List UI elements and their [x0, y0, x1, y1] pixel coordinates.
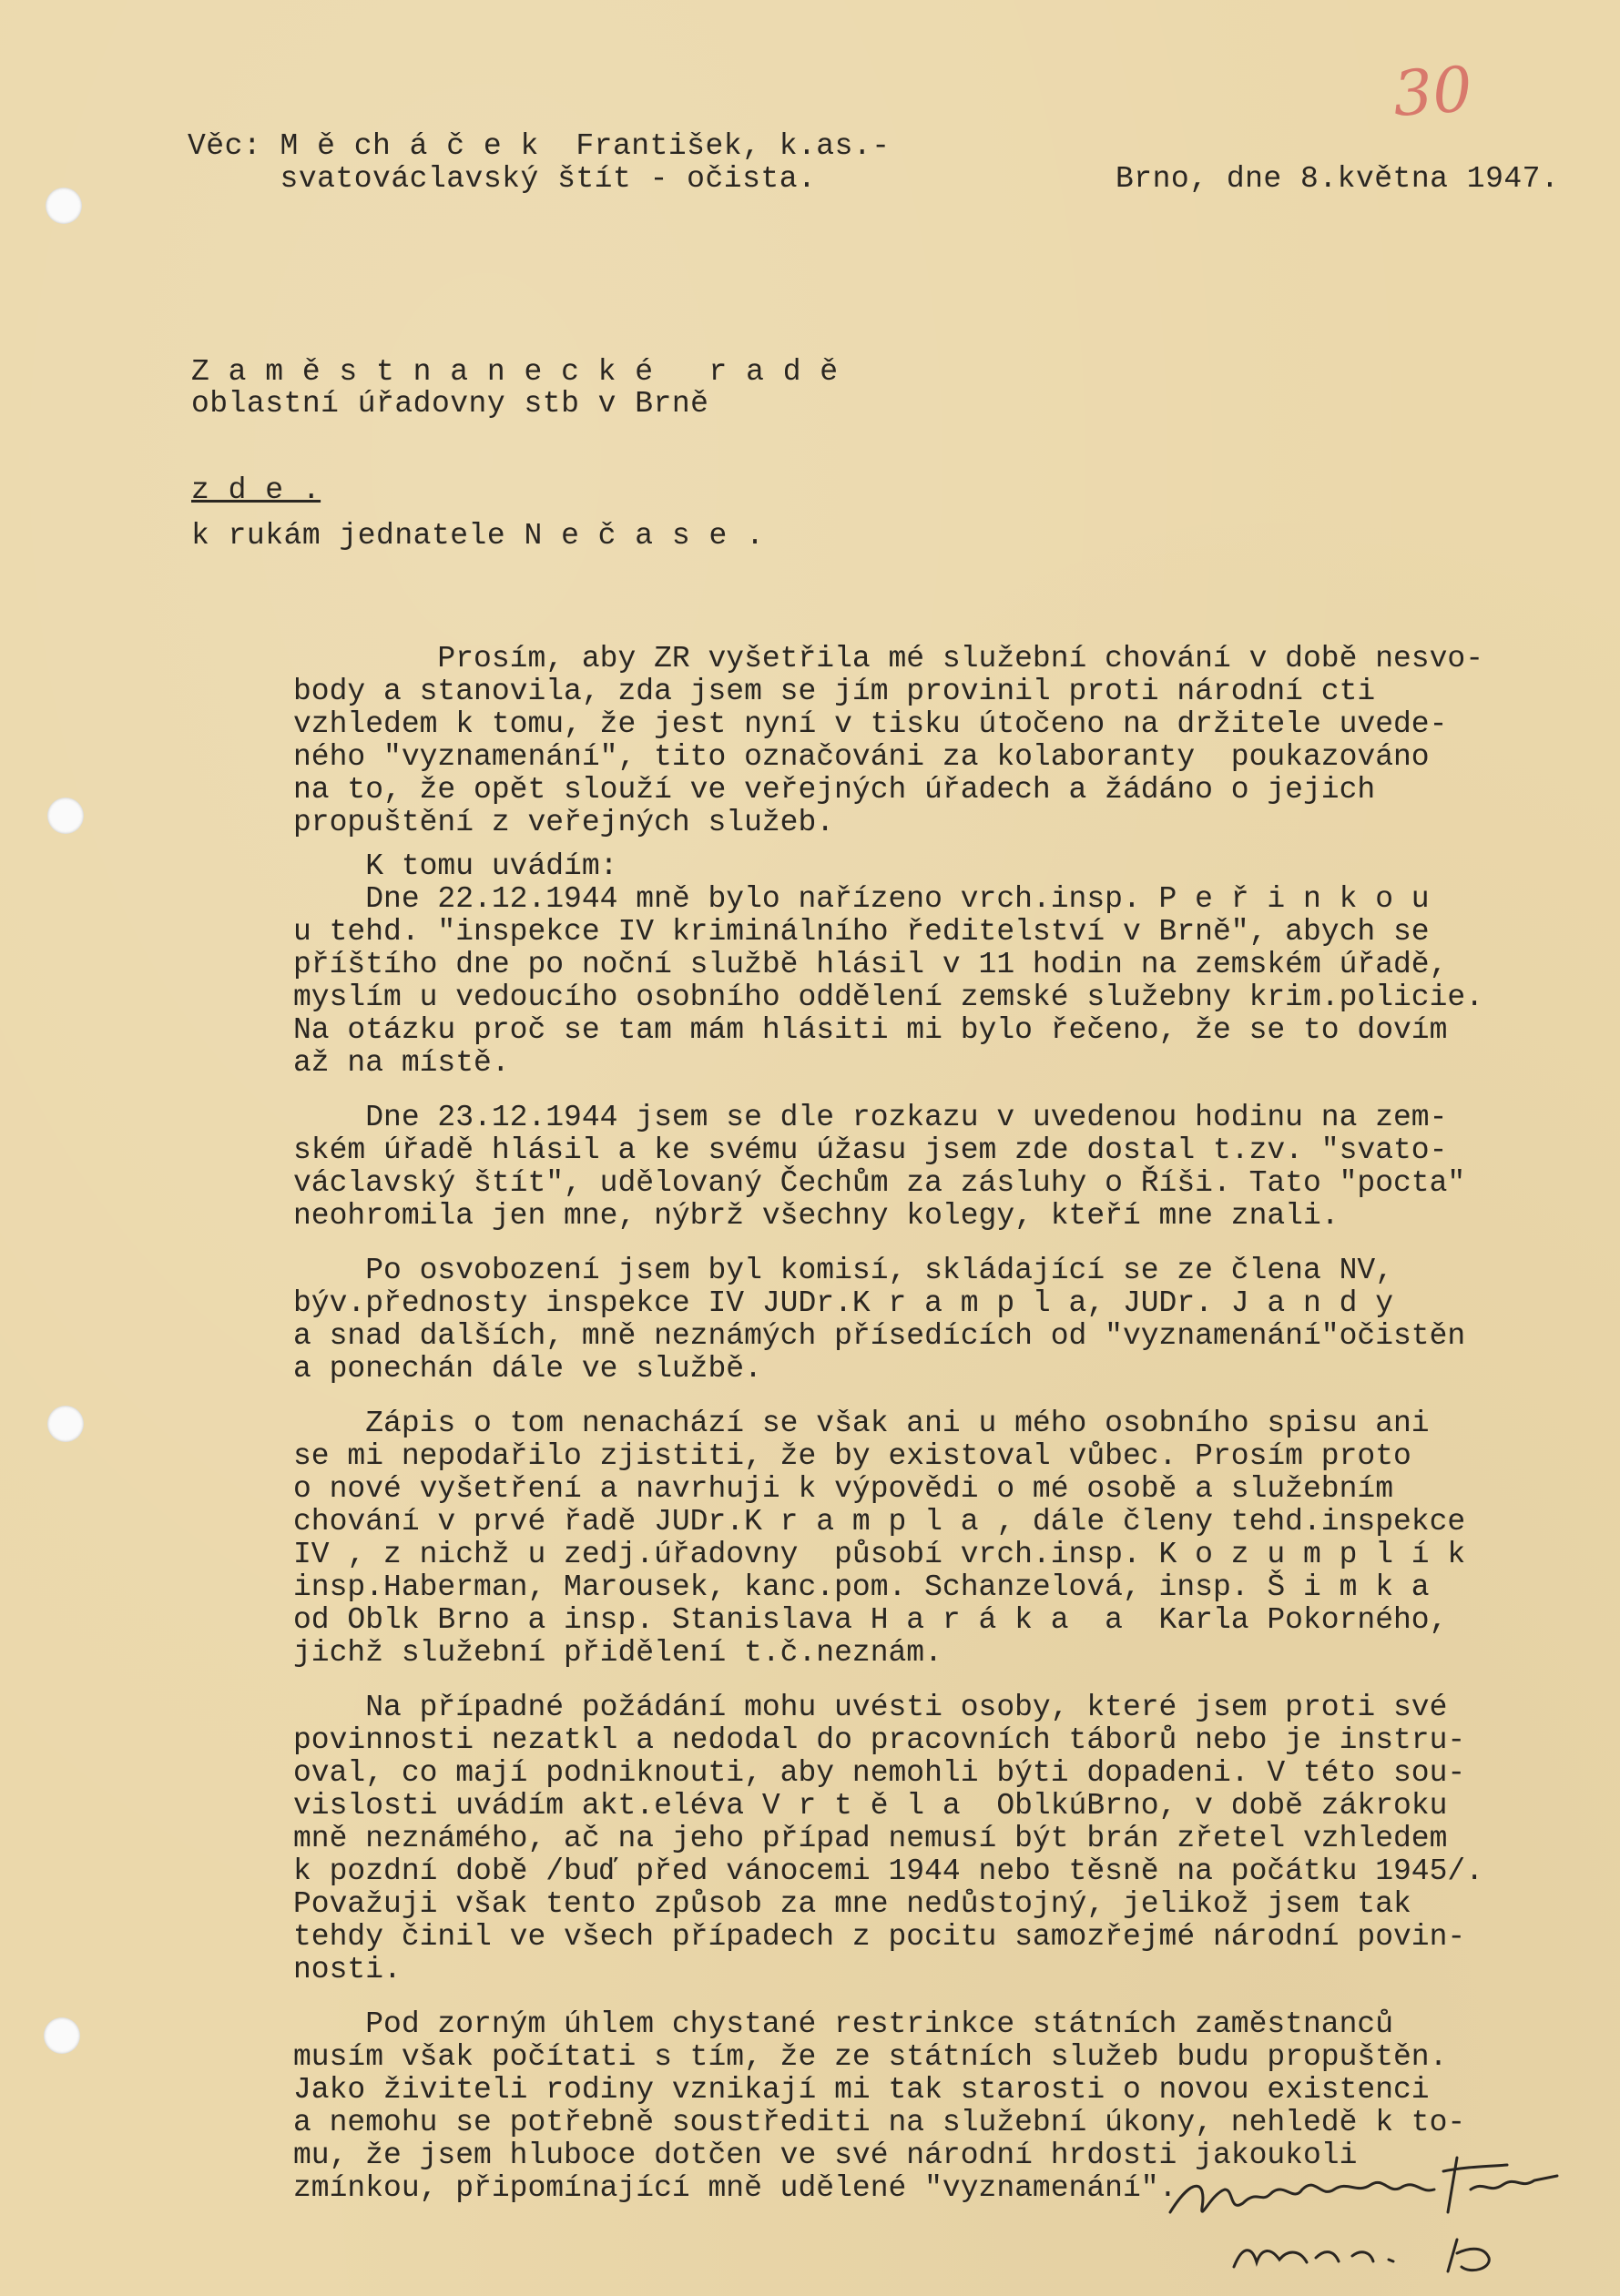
punch-hole-lower-middle [47, 1406, 84, 1442]
paragraph-persons: Na případné požádání mohu uvésti osoby, které jsem proti své povinnosti nezatkl a nedodal do pracovních táborů nebo je instru- oval, co mají podniknouti, aby nemohli býti dopadeni. V této sou- vislosti uvádím akt.eléva V r t ě l a OblkúBrno, v době zákroku mně neznámého, ač na jeho případ nemusí být brán zřetel vzhledem k pozdní době /buď před vánocemi 1944 nebo těsně na počátku 1945/. Považuji však tento způsob za mne nedůstojný, jelikož jsem tak tehdy činil ve všech případech z pocitu samozřejmé národní povin- nosti. [293, 1691, 1484, 1986]
paragraph-request: Prosím, aby ZR vyšetřila mé služební chování v době nesvo- body a stanovila, zda jsem se jím provinil proti národní cti vzhledem k tomu, že jest nyní v tisku útočeno na držitele uvede- ného "vyznamenání", tito označováni za kolaboranty poukazováno na to, že opět slouží ve veřejných úřadech a žádáno o jejich propuštění z veřejných služeb. [293, 642, 1484, 839]
place-date: Brno, dne 8.května 1947. [1116, 162, 1560, 196]
paragraph-witnesses: Zápis o tom nenachází se však ani u mého osobního spisu ani se mi nepodařilo zjistiti, že by existoval vůbec. Prosím proto o nové vyšetření a navrhuji k výpovědi o mé osobě a služebním chování v prvé řadě JUDr.K r a m p l a , dále členy tehd.inspekce IV , z nichž u zedj.úřadovny působí vrch.insp. K o z u m p l í k insp.Haberman, Marousek, kanc.pom. Schanzelová, insp. Š i m k a od Oblk Brno a insp. Stanislava H a r á k a a Karla Pokorného, jichž služební přidělení t.č.neznám. [293, 1407, 1466, 1670]
handwritten-signature [1156, 2139, 1584, 2285]
subject-line-1: Věc: M ě ch á č e k František, k.as.- [188, 129, 891, 163]
punch-hole-top [46, 188, 82, 224]
letter-body [293, 643, 1605, 2205]
paragraph-award: Dne 23.12.1944 jsem se dle rozkazu v uvedenou hodinu na zem- ském úřadě hlásil a ke svému úžasu jsem zde dostal t.zv. "svato- václavský štít", udělovaný Čechům za zásluhy o Říši. Tato "pocta" neohromila jen mne, nýbrž všechny kolegy, kteří mne znali. [293, 1101, 1466, 1233]
page-number-stamp: 30 [1391, 54, 1475, 131]
addressee-line-1: Z a m ě s t n a n e c k é r a d ě [191, 355, 839, 389]
punch-hole-upper-middle [47, 798, 84, 834]
local-delivery: z d e . [191, 473, 321, 507]
paragraph-restriction: Pod zorným úhlem chystané restrinkce státních zaměstnanců musím však počítati s tím, že ze státních služeb budu propuštěn. Jako živiteli rodiny vznikají mi tak starosti o novou existenci a nemohu se potřebně soustřediti na služební úkony, nehledě k to- mu, že jsem hluboce dotčen ve své národní hrdosti jakoukoli zmínkou, připomínající mně udělené "vyznamenání". [293, 2007, 1466, 2205]
paragraph-order: K tomu uvádím: Dne 22.12.1944 mně bylo nařízeno vrch.insp. P e ř i n k o u u tehd. "inspekce IV kriminálního ředitelství v Brně", abych se příštího dne po noční službě hlásil v 11 hodin na zemském úřadě, myslím u vedoucího osobního oddělení zemské služebny krim.policie. Na otázku proč se tam mám hlásiti mi bylo řečeno, že se to dovím až na místě. [293, 849, 1484, 1080]
attention-line: k rukám jednatele N e č a s e . [191, 519, 765, 553]
paragraph-commission: Po osvobození jsem byl komisí, skládající se ze člena NV, býv.přednosty inspekce IV JUDr.K r a m p l a, JUDr. J a n d y a snad dalších, mně neznámých přísedících od "vyznamenání"očistěn a ponechán dále ve službě. [293, 1254, 1466, 1386]
addressee-line-2: oblastní úřadovny stb v Brně [191, 387, 709, 421]
punch-hole-bottom [44, 2017, 80, 2054]
subject-line-2: svatováclavský štít - očista. [188, 162, 817, 196]
